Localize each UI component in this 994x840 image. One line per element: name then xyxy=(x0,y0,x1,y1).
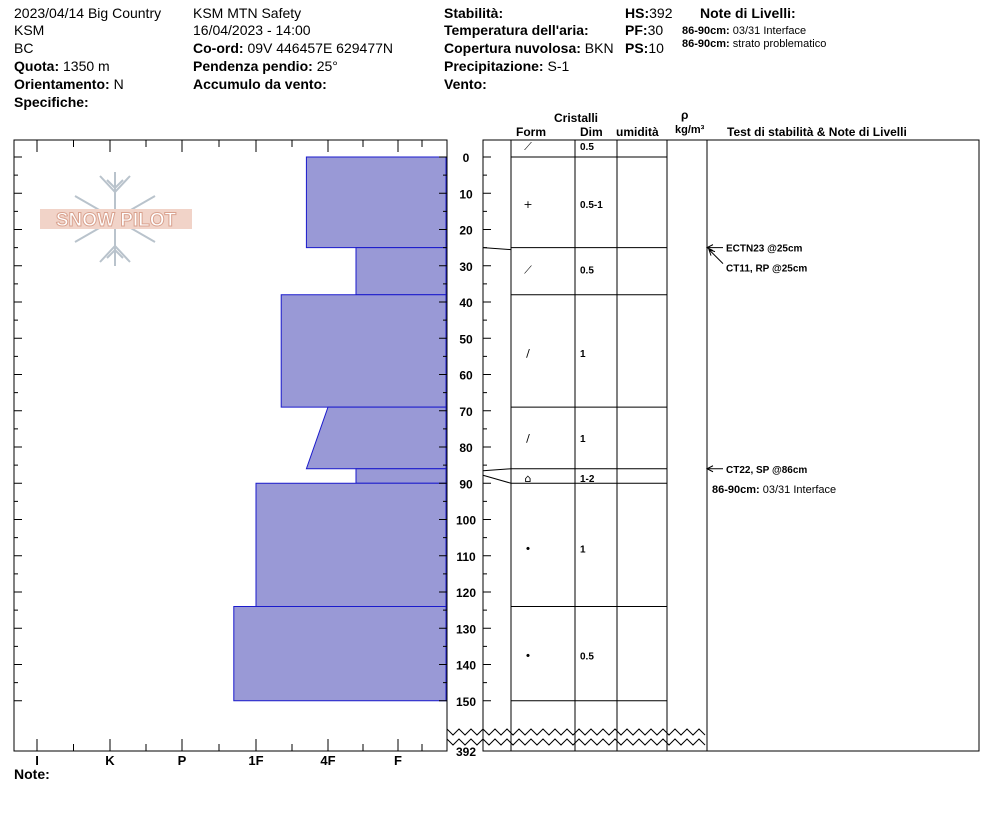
crystal-size: 0.5 xyxy=(580,651,594,663)
hardness-layer xyxy=(356,469,446,484)
ps-value: 10 xyxy=(648,40,664,56)
logo-text: SNOW PILOT xyxy=(55,210,177,231)
crystal-form-symbol: • xyxy=(524,649,532,663)
rho-header: ρ xyxy=(681,108,689,122)
hs-value: 392 xyxy=(649,5,673,21)
coord-label: Co-ord: xyxy=(193,40,244,56)
orient-label: Orientamento: xyxy=(14,76,110,92)
header-line-2: KSM xyxy=(14,22,45,38)
pf-value: 30 xyxy=(647,22,664,38)
hardness-layer xyxy=(281,295,446,407)
depth-tick-label: 10 xyxy=(459,187,473,202)
wind-acc-label: Accumulo da vento: xyxy=(193,76,327,92)
depth-tick-label: 70 xyxy=(459,404,473,419)
depth-tick-label: 60 xyxy=(459,368,473,383)
hs-label: HS: xyxy=(625,5,650,21)
crystal-form-symbol: ⟋ xyxy=(524,263,532,277)
hardness-label: 1F xyxy=(248,753,264,768)
hardness-layer xyxy=(234,607,446,701)
note-label: Note: xyxy=(14,766,50,782)
crystal-table-columns xyxy=(511,140,707,751)
depth-connector xyxy=(483,475,511,483)
stability-tests xyxy=(707,244,836,496)
depth-tick-label: 90 xyxy=(459,477,473,492)
depth-tick-label: 100 xyxy=(455,513,477,528)
quota-label: Quota: xyxy=(14,58,60,74)
precip-label: Precipitazione: xyxy=(444,58,544,74)
depth-tick-label: 80 xyxy=(459,441,473,455)
crystal-form-symbol: • xyxy=(524,542,532,556)
ps-label: PS: xyxy=(625,40,649,56)
crystal-form-symbol: / xyxy=(526,346,530,360)
cloud-value: BKN xyxy=(584,40,614,56)
depth-tick-label: 40 xyxy=(459,296,473,310)
note-item-label: 86-90cm: xyxy=(682,25,730,37)
umidita-header: umidità xyxy=(616,125,659,139)
hardness-label: K xyxy=(105,753,115,768)
cloud-label: Copertura nuvolosa: xyxy=(444,40,581,56)
crystal-table-frame xyxy=(483,140,979,751)
stability-arrow xyxy=(709,250,723,264)
notes-title: Note di Livelli: xyxy=(700,5,796,21)
hardness-layer xyxy=(306,157,446,248)
crystal-form-symbol: / xyxy=(526,431,530,445)
depth-tick-label: 140 xyxy=(455,658,477,673)
note-item-value: 03/31 Interface xyxy=(732,25,807,37)
quota-value: 1350 m xyxy=(63,58,110,74)
hardness-layer xyxy=(356,248,446,295)
density-unit-header: kg/m³ xyxy=(675,124,705,136)
stability-header: Test di stabilità & Note di Livelli xyxy=(727,125,907,139)
layer-note xyxy=(712,484,836,496)
depth-break-zigzag xyxy=(447,729,705,745)
crystal-size: 1 xyxy=(580,348,586,360)
depth-tick-label: 50 xyxy=(459,332,473,347)
header-line-1: 2023/04/14 Big Country xyxy=(14,5,162,21)
depth-connector xyxy=(483,469,511,471)
crystal-size: 1 xyxy=(580,544,586,556)
crystal-form-symbol: ⟋ xyxy=(524,140,532,153)
hardness-label: I xyxy=(35,753,39,768)
hardness-layer xyxy=(256,483,446,606)
layer-note-label: 86-90cm: xyxy=(712,483,763,496)
depth-tick-label: 130 xyxy=(455,622,477,637)
crystal-size: 0.5 xyxy=(580,265,594,277)
slope-value: 25° xyxy=(316,58,338,74)
note-item-label: 86-90cm: xyxy=(682,38,730,50)
hardness-layer xyxy=(306,407,446,469)
depth-tick-label: 30 xyxy=(459,259,473,274)
zigzag-line xyxy=(447,729,705,735)
stab-label: Stabilità: xyxy=(444,5,504,21)
crystal-form-symbol: ⌂ xyxy=(524,471,532,485)
air-temp-label: Temperatura dell'aria: xyxy=(444,22,589,38)
coord-value: 09V 446457E 629477N xyxy=(247,40,394,56)
hardness-label: 4F xyxy=(320,753,336,768)
stability-test-label: CT11, RP @25cm xyxy=(726,263,808,275)
depth-tick-label: 110 xyxy=(456,549,476,564)
stability-test-label: ECTN23 @25cm xyxy=(726,243,803,255)
crystal-form-symbol: + xyxy=(523,198,533,212)
hardness-layers xyxy=(234,157,446,701)
cristalli-header: Cristalli xyxy=(554,111,599,125)
observer: KSM MTN Safety xyxy=(193,5,302,21)
depth-tick-label: 150 xyxy=(455,694,477,709)
orient-value: N xyxy=(113,76,124,92)
slope-label: Pendenza pendio: xyxy=(193,58,313,74)
spec-label: Specifiche: xyxy=(14,94,89,110)
layer-note-value: 03/31 Interface xyxy=(762,483,837,496)
crystal-size: 0.5-1 xyxy=(580,200,603,212)
note-item-value: strato problematico xyxy=(732,38,827,50)
dim-header: Dim xyxy=(580,125,603,139)
depth-tick-label: 20 xyxy=(459,223,473,238)
hardness-label: F xyxy=(394,753,402,768)
crystal-size: 0.5 xyxy=(580,142,594,153)
datetime: 16/04/2023 - 14:00 xyxy=(193,22,311,38)
wind-label: Vento: xyxy=(444,76,487,92)
crystal-size: 1-2 xyxy=(580,473,595,485)
zigzag-line xyxy=(447,739,705,745)
depth-connector xyxy=(483,248,511,250)
depth-tick-label: 0 xyxy=(462,151,470,165)
precip-value: S-1 xyxy=(547,58,570,74)
form-header: Form xyxy=(516,125,546,139)
pf-label: PF: xyxy=(625,22,648,38)
header-line-3: BC xyxy=(14,40,34,56)
depth-bottom-label: 392 xyxy=(455,745,477,759)
crystal-size: 1 xyxy=(580,433,586,445)
hardness-label: P xyxy=(177,753,187,768)
stability-test-label: CT22, SP @86cm xyxy=(726,464,808,476)
depth-tick-label: 120 xyxy=(455,586,477,600)
